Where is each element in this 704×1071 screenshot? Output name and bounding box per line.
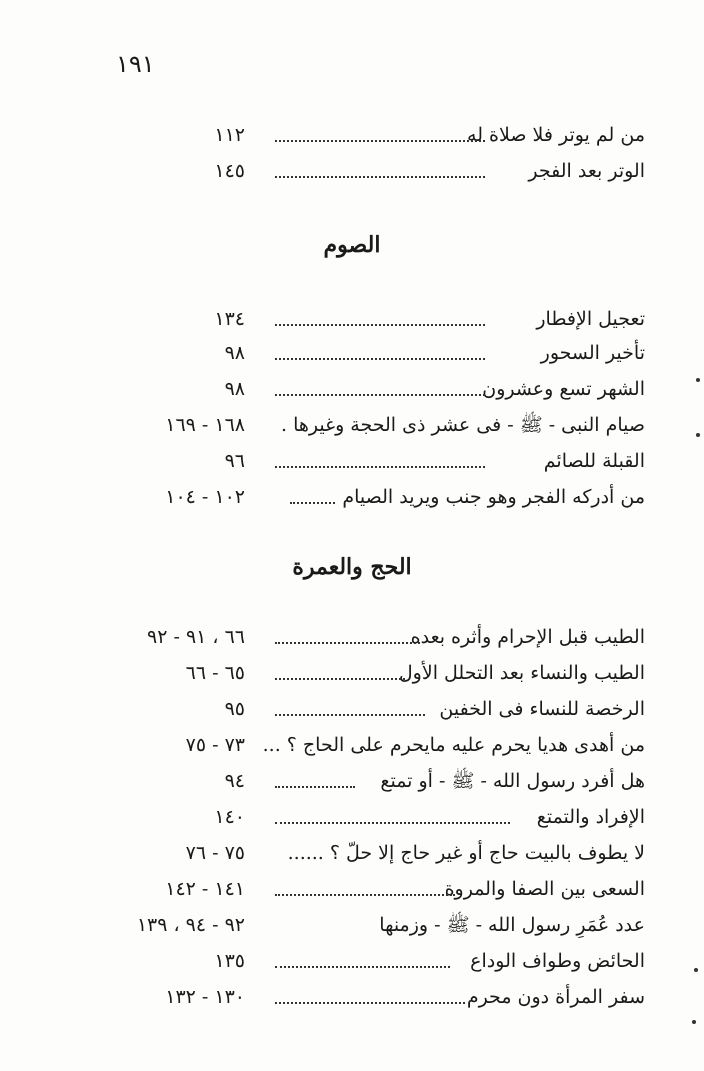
entry-pages: ٩٤ <box>224 770 245 792</box>
entry-title: من أهدى هديا يحرم عليه مايحرم على الحاج ؟ ... <box>262 734 645 756</box>
entry-title: الوتر بعد الفجر <box>528 160 645 182</box>
entry-pages: ١٣٥ <box>214 950 245 972</box>
entry-title: الرخصة للنساء فى الخفين <box>439 698 645 720</box>
scan-speck <box>694 968 698 972</box>
entry-pages: ٩٢ - ٩٤ ، ١٣٩ <box>136 914 245 936</box>
dot-leader <box>275 176 485 178</box>
index-entry <box>100 694 645 724</box>
index-entry <box>100 622 645 652</box>
entry-pages: ١١٢ <box>214 124 245 146</box>
entry-title: الطيب قبل الإحرام وأثره بعده <box>410 626 645 648</box>
index-entry <box>100 838 645 868</box>
dot-leader <box>275 324 485 326</box>
entry-title: من أدركه الفجر وهو جنب ويريد الصيام <box>342 486 645 508</box>
entry-pages: ٧٥ - ٧٦ <box>185 842 245 864</box>
entry-title: هل أفرد رسول الله - ﷺ - أو تمتع <box>380 770 645 792</box>
entry-pages: ٦٥ - ٦٦ <box>185 662 245 684</box>
entry-pages: ١٣٠ - ١٣٢ <box>165 986 245 1008</box>
index-entry <box>100 910 645 940</box>
dot-leader <box>275 1002 465 1004</box>
entry-pages: ١٠٢ - ١٠٤ <box>165 486 245 508</box>
entry-pages: ١٤٥ <box>214 160 245 182</box>
entry-title: تعجيل الإفطار <box>536 308 645 330</box>
entry-pages: ٩٨ <box>224 342 245 364</box>
entry-pages: ٧٣ - ٧٥ <box>185 734 245 756</box>
index-entry <box>100 338 645 368</box>
entry-pages: ١٣٤ <box>214 308 245 330</box>
dot-leader <box>275 466 485 468</box>
dot-leader <box>275 714 425 716</box>
index-entry <box>100 766 645 796</box>
entry-title: الإفراد والتمتع <box>536 806 645 828</box>
entry-pages: ٩٥ <box>224 698 245 720</box>
scan-speck <box>696 378 700 382</box>
entry-title: سفر المرأة دون محرم <box>466 986 645 1008</box>
index-entry <box>100 410 645 440</box>
entry-title: الحائض وطواف الوداع <box>470 950 645 972</box>
index-entry <box>100 946 645 976</box>
entry-pages: ٦٦ ، ٩١ - ٩٢ <box>147 626 245 648</box>
entry-title: القبلة للصائم <box>543 450 645 472</box>
section-heading-fasting: الصوم <box>323 232 381 258</box>
dot-leader <box>275 140 485 142</box>
index-entry <box>100 156 645 186</box>
entry-title: الطيب والنساء بعد التحلل الأول <box>398 662 645 684</box>
index-entry <box>100 304 645 334</box>
entry-title: تأخير السحور <box>540 342 645 364</box>
index-entry <box>100 874 645 904</box>
scan-speck <box>692 1020 696 1024</box>
index-entry <box>100 482 645 512</box>
entry-title: لا يطوف بالبيت حاج أو غير حاج إلا حلّ ؟ ...... <box>287 842 645 864</box>
page-number: ١٩١ <box>116 50 155 78</box>
entry-pages: ١٦٨ - ١٦٩ <box>165 414 245 436</box>
index-entry <box>100 120 645 150</box>
index-entry <box>100 802 645 832</box>
scan-speck <box>696 433 700 437</box>
entry-pages: ٩٦ <box>224 450 245 472</box>
index-entry <box>100 982 645 1012</box>
entry-title: من لم يوتر فلا صلاة له <box>467 124 645 146</box>
entry-title: صيام النبى - ﷺ - فى عشر ذى الحجة وغيرها . <box>281 414 645 436</box>
dot-leader <box>275 358 485 360</box>
dot-leader <box>275 642 420 644</box>
section-heading-hajj: الحج والعمرة <box>292 554 412 580</box>
dot-leader <box>275 966 450 968</box>
entry-title: السعى بين الصفا والمروة <box>444 878 645 900</box>
entry-pages: ٩٨ <box>224 378 245 400</box>
index-entry <box>100 374 645 404</box>
entry-pages: ١٤٠ <box>214 806 245 828</box>
dot-leader <box>275 678 405 680</box>
index-entry <box>100 658 645 688</box>
dot-leader <box>275 894 455 896</box>
entry-title: الشهر تسع وعشرون <box>482 378 645 400</box>
index-entry <box>100 446 645 476</box>
dot-leader <box>275 822 510 824</box>
dot-leader <box>275 394 485 396</box>
index-entry <box>100 730 645 760</box>
dot-leader <box>290 502 335 504</box>
entry-title: عدد عُمَرِ رسول الله - ﷺ - وزمنها <box>379 914 645 936</box>
dot-leader <box>275 786 355 788</box>
entry-pages: ١٤١ - ١٤٢ <box>165 878 245 900</box>
